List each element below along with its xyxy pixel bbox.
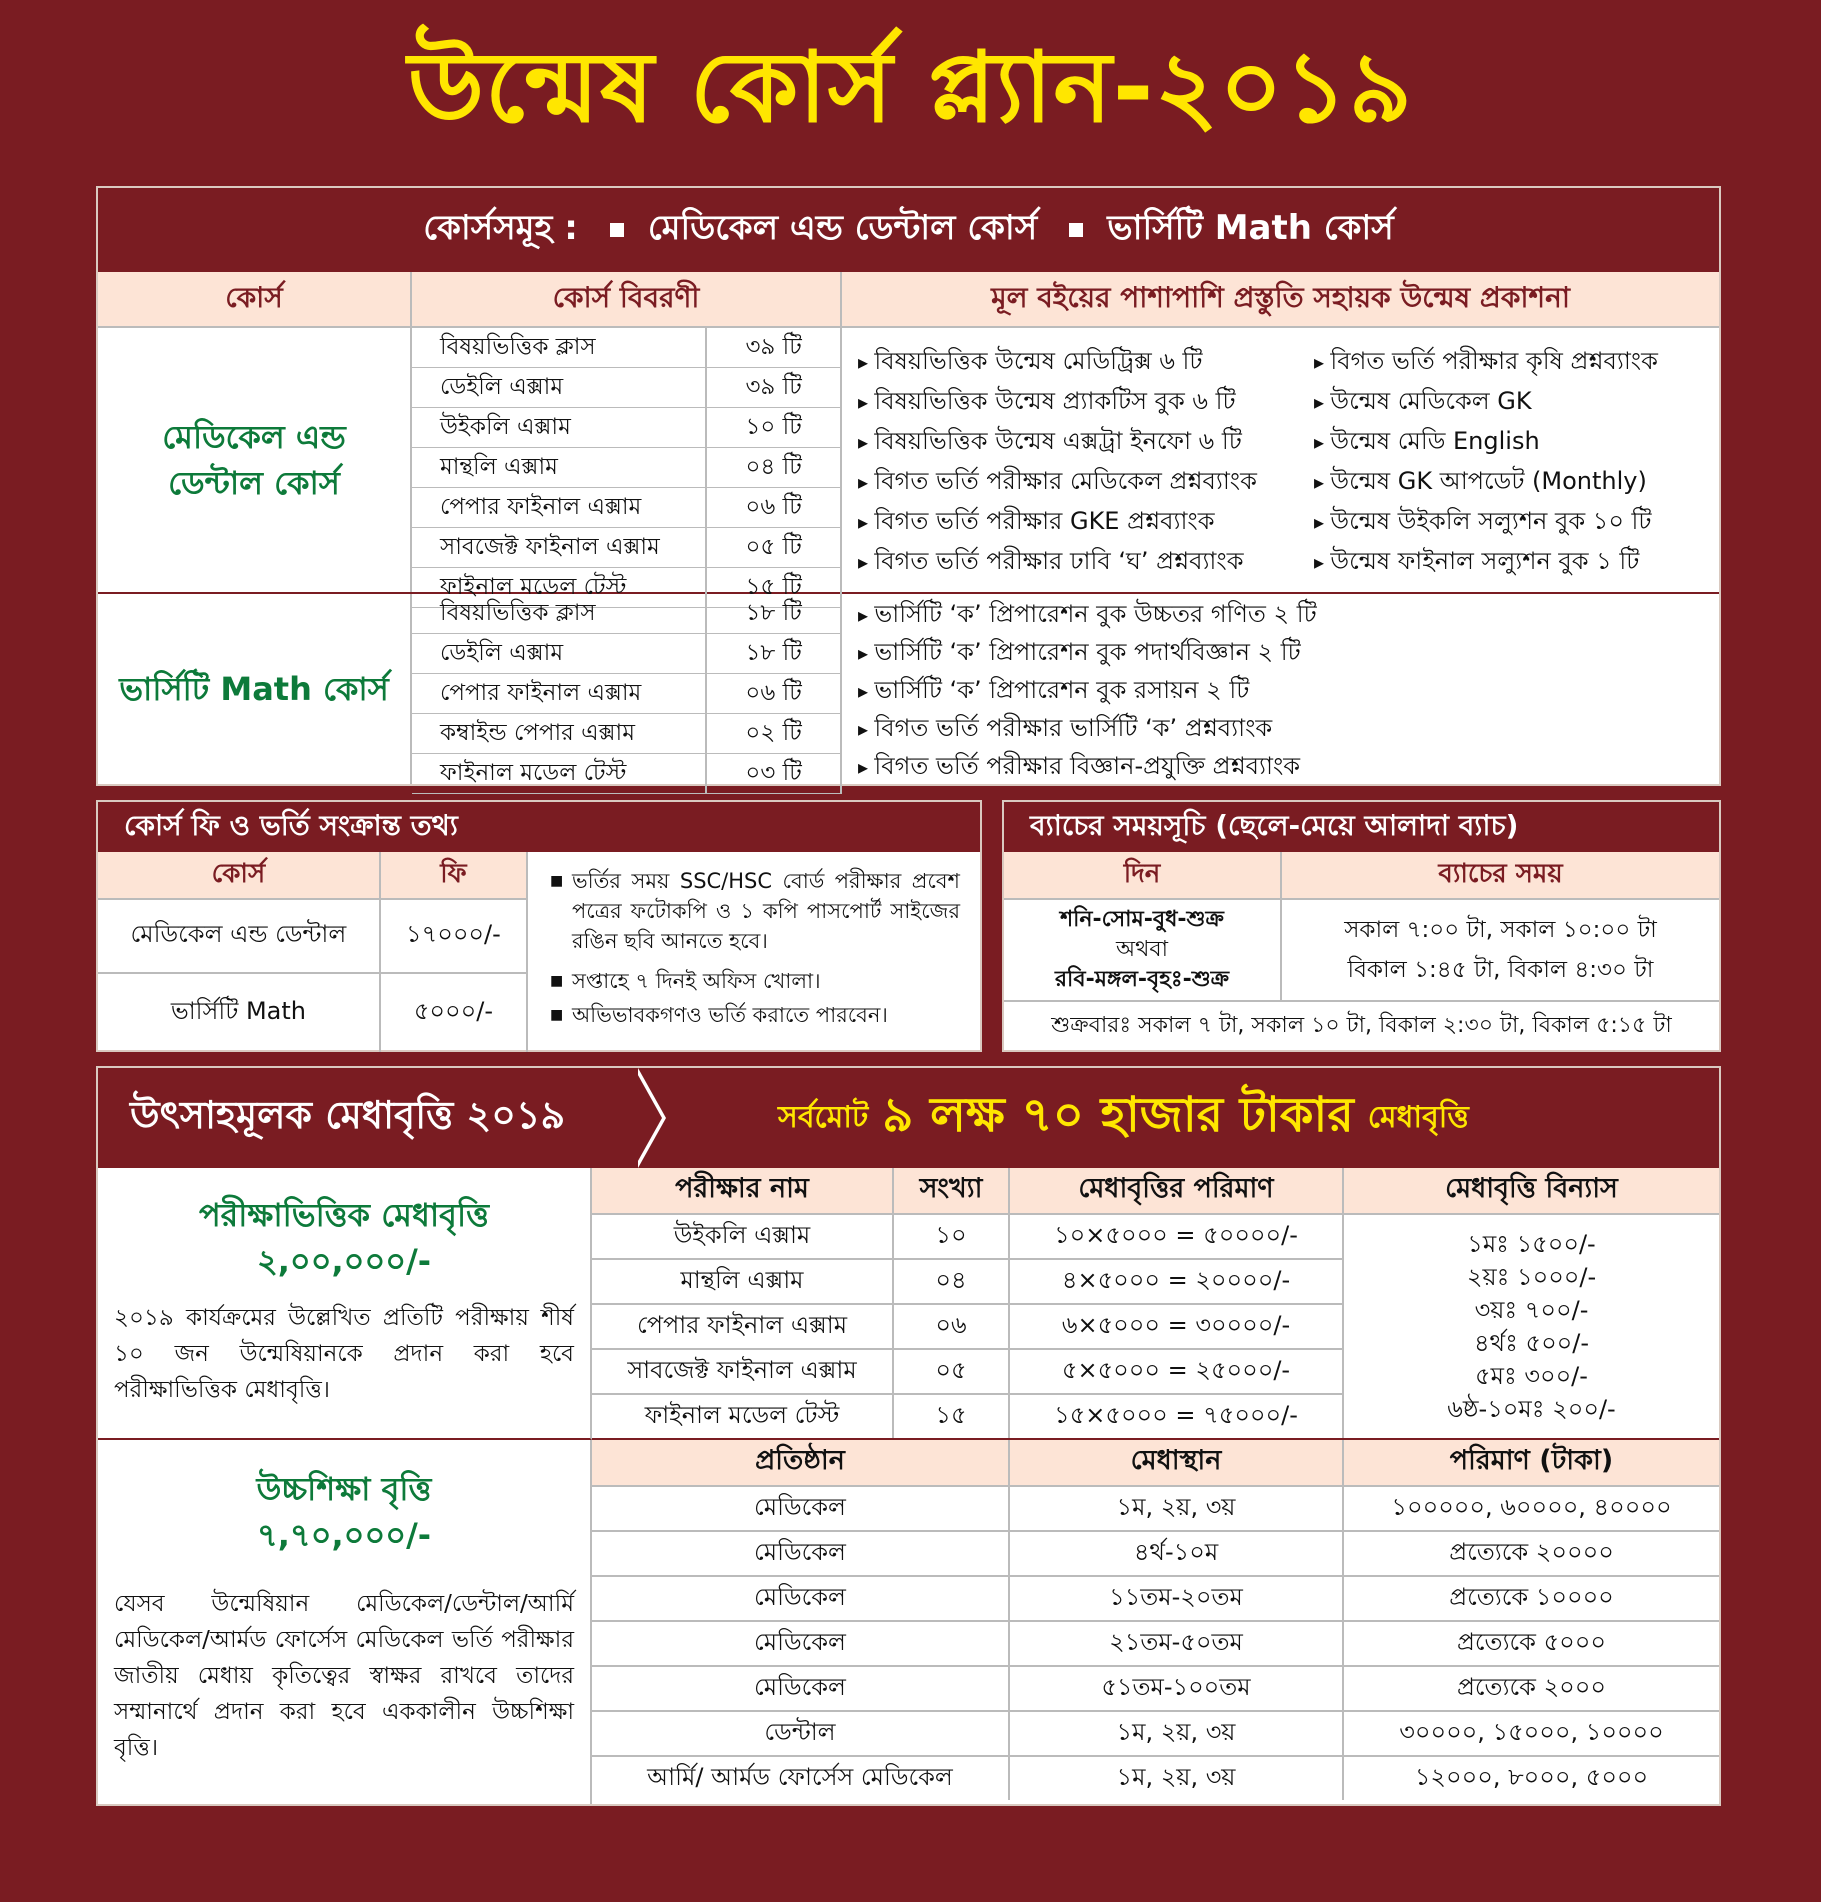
- row-item: উইকলি এক্সাম: [412, 408, 706, 448]
- table-row: [592, 1711, 1719, 1756]
- amount: ৩০০০০, ১৫০০০, ১০০০০: [1343, 1711, 1719, 1756]
- days-line1: শনি-সোম-বুধ-শুক্র: [1060, 907, 1224, 932]
- list-item: ■ ভর্তির সময় SSC/HSC বোর্ড পরীক্ষার প্রবেশ পত্রের ফটোকপি ও ১ কপি পাসপোর্ট সাইজের রঙিন ছবি আনতে হবে।: [550, 866, 960, 956]
- medical-course-table: [412, 328, 842, 608]
- table-row: [412, 594, 841, 634]
- header-amount: পরিমাণ (টাকা): [1343, 1440, 1719, 1486]
- list-item: ৬ষ্ঠ-১০মঃ ২০০/-: [1447, 1394, 1616, 1423]
- exam-scholarship-text: ২০১৯ কার্যক্রমের উল্লেখিত প্রতিটি পরীক্ষায় শীর্ষ ১০ জন উন্মেষিয়ানকে প্রদান করা হবে পরীক্ষাভিত্তিক মেধাবৃত্তি।: [114, 1305, 574, 1403]
- exam-count: ০৫: [893, 1349, 1009, 1394]
- courses-label: কোর্সসমূহ :: [423, 207, 578, 248]
- row-item: ফাইনাল মডেল টেস্ট: [412, 568, 706, 608]
- row-count: ৩৯ টি: [706, 368, 841, 408]
- times-line2: বিকাল ১:৪৫ টা, বিকাল ৪:৩০ টা: [1347, 957, 1654, 983]
- total-amount: ৯ লক্ষ ৭০ হাজার টাকার: [882, 1086, 1354, 1143]
- header-exam-count: সংখ্যা: [893, 1168, 1009, 1214]
- course-medical-label: মেডিকেল এন্ড ডেন্টাল কোর্স: [647, 207, 1038, 248]
- table-row: [592, 1756, 1719, 1800]
- varsity-course-table: [412, 594, 842, 794]
- amount: প্রত্যেকে ২০০০: [1343, 1666, 1719, 1711]
- rank: ২১তম-৫০তম: [1009, 1621, 1343, 1666]
- exam-count: ১৫: [893, 1394, 1009, 1439]
- fee-header-course: কোর্স: [98, 852, 380, 899]
- bullet-square-icon: [610, 223, 624, 237]
- bullet-square-icon: [1069, 223, 1083, 237]
- exam-amount: ১০×৫০০০ = ৫০০০০/-: [1009, 1214, 1343, 1259]
- list-item: ▸ উন্মেষ মেডি English: [1314, 422, 1658, 462]
- header-exam-name: পরীক্ষার নাম: [592, 1168, 893, 1214]
- table-row: [592, 1621, 1719, 1666]
- rank: ১১তম-২০তম: [1009, 1576, 1343, 1621]
- exam-count: ০৪: [893, 1259, 1009, 1304]
- courses-bar: [98, 188, 1719, 272]
- table-header-row: [592, 1168, 1719, 1214]
- amount: ১২০০০, ৮০০০, ৫০০০: [1414, 1762, 1649, 1791]
- row-item: সাবজেক্ট ফাইনাল এক্সাম: [412, 528, 706, 568]
- row-count: ০৩ টি: [706, 754, 841, 794]
- days-line2: রবি-মঙ্গল-বৃহঃ-শুক্র: [1054, 967, 1230, 992]
- higher-scholarship-box: [98, 1440, 592, 1804]
- exam-scholarship-amount: ২,০০,০০০/-: [256, 1242, 432, 1280]
- header-institution: প্রতিষ্ঠান: [592, 1440, 1009, 1486]
- row-count: ০৪ টি: [706, 448, 841, 488]
- list-item: ▸ বিগত ভর্তি পরীক্ষার ঢাবি ‘ঘ’ প্রশ্নব্যাংক: [858, 542, 1257, 582]
- row-item: ডেইলি এক্সাম: [412, 368, 706, 408]
- inst: মেডিকেল: [592, 1621, 1009, 1666]
- schedule-table: [1004, 852, 1719, 1002]
- exam-scholarship-table: [592, 1168, 1719, 1440]
- row-item: ফাইনাল মডেল টেস্ট: [412, 754, 706, 794]
- courses-panel: [96, 186, 1721, 786]
- amount: প্রত্যেকে ১০০০০: [1343, 1576, 1719, 1621]
- header-description: কোর্স বিবরণী: [412, 272, 842, 326]
- higher-scholarship-text: যেসব উন্মেষিয়ান মেডিকেল/ডেন্টাল/আর্মি মেডিকেল/আর্মড ফোর্সেস মেডিকেল ভর্তি পরীক্ষার জাতীয় মেধায় কৃতিত্বের স্বাক্ষর রাখবে তাদের সম্মানার্থে প্রদান করা হবে এককালীন উচ্চশিক্ষা বৃত্তি।: [114, 1591, 574, 1761]
- exam-name: ফাইনাল মডেল টেস্ট: [592, 1394, 893, 1439]
- header-course: কোর্স: [98, 272, 412, 326]
- fee-header-fee: ফি: [380, 852, 527, 899]
- table-row: [592, 1666, 1719, 1711]
- scholarship-title: উৎসাহমূলক মেধাবৃত্তি ২০১৯: [130, 1093, 566, 1137]
- course-varsity-label: ভার্সিটি Math কোর্স: [1107, 207, 1394, 248]
- exam-count: ১০: [893, 1214, 1009, 1259]
- table-row: [1004, 899, 1719, 1001]
- exam-name: পেপার ফাইনাল এক্সাম: [592, 1304, 893, 1349]
- exam-name: সাবজেক্ট ফাইনাল এক্সাম: [592, 1349, 893, 1394]
- row-item: বিষয়ভিত্তিক ক্লাস: [412, 594, 706, 634]
- amount: প্রত্যেকে ২০০০০: [1343, 1531, 1719, 1576]
- table-header-row: [1004, 852, 1719, 899]
- table-header-row: [592, 1440, 1719, 1486]
- varsity-course-name: ভার্সিটি Math কোর্স: [98, 594, 412, 784]
- exam-count: ০৬: [893, 1304, 1009, 1349]
- list-item: ▸ বিষয়ভিত্তিক উন্মেষ প্র্যাকটিস বুক ৬ টি: [858, 382, 1257, 422]
- fee-amount: ১৭০০০/-: [380, 899, 527, 973]
- list-item: ■ অভিভাবকগণও ভর্তি করাতে পারবেন।: [550, 1000, 960, 1030]
- days-or: অথবা: [1116, 937, 1168, 962]
- fee-course: মেডিকেল এন্ড ডেন্টাল: [98, 899, 380, 973]
- table-header-row: [98, 852, 527, 899]
- row-count: ১০ টি: [706, 408, 841, 448]
- fee-panel: [96, 800, 982, 1052]
- schedule-title: ব্যাচের সময়সূচি (ছেলে-মেয়ে আলাদা ব্যাচ): [1004, 802, 1719, 852]
- row-count: ১৫ টি: [706, 568, 841, 608]
- row-item: বিষয়ভিত্তিক ক্লাস: [412, 328, 706, 368]
- list-item: ▸ উন্মেষ ফাইনাল সল্যুশন বুক ১ টি: [1314, 542, 1658, 582]
- row-item: পেপার ফাইনাল এক্সাম: [412, 674, 706, 714]
- row-item: মান্থলি এক্সাম: [412, 448, 706, 488]
- table-row: [412, 448, 841, 488]
- admission-notes: [550, 866, 960, 1040]
- table-row: [592, 1486, 1719, 1531]
- exam-scholarship-box: [98, 1168, 592, 1440]
- list-item: ৪র্থঃ ৫০০/-: [1473, 1328, 1590, 1357]
- inst: মেডিকেল: [592, 1531, 1009, 1576]
- list-item: ▸ ভার্সিটি ‘ক’ প্রিপারেশন বুক রসায়ন ২ টি: [858, 672, 1317, 710]
- list-item: ১মঃ ১৫০০/-: [1467, 1229, 1596, 1258]
- fee-amount: ৫০০০/-: [380, 973, 527, 1052]
- row-count: ০৬ টি: [706, 488, 841, 528]
- table-row: [592, 1576, 1719, 1621]
- fee-title: কোর্স ফি ও ভর্তি সংক্রান্ত তথ্য: [98, 802, 980, 852]
- inst: আর্মি/ আর্মড ফোর্সেস মেডিকেল: [592, 1756, 1009, 1800]
- higher-scholarship-title: উচ্চশিক্ষা বৃত্তি: [256, 1470, 432, 1508]
- list-item: ▸ উন্মেষ উইকলি সল্যুশন বুক ১০ টি: [1314, 502, 1658, 542]
- exam-name: উইকলি এক্সাম: [592, 1214, 893, 1259]
- distribution-cell: [1343, 1214, 1719, 1439]
- courses-header-row: [98, 272, 1719, 328]
- list-item: ▸ বিষয়ভিত্তিক উন্মেষ এক্সট্রা ইনফো ৬ টি: [858, 422, 1257, 462]
- table-row: [592, 1214, 1719, 1259]
- row-item: পেপার ফাইনাল এক্সাম: [412, 488, 706, 528]
- friday-schedule: শুক্রবারঃ সকাল ৭ টা, সকাল ১০ টা, বিকাল ২:৩০ টা, বিকাল ৫:১৫ টা: [1051, 1013, 1672, 1038]
- medical-course-name: [98, 328, 412, 592]
- row-count: ১৮ টি: [706, 634, 841, 674]
- rank: ১ম, ২য়, ৩য়: [1009, 1711, 1343, 1756]
- header-rank: মেধাস্থান: [1009, 1440, 1343, 1486]
- list-item: ▸ বিগত ভর্তি পরীক্ষার ভার্সিটি ‘ক’ প্রশ্নব্যাংক: [858, 710, 1317, 748]
- inst: মেডিকেল: [592, 1486, 1009, 1531]
- varsity-section: [98, 594, 1719, 784]
- row-item: কম্বাইন্ড পেপার এক্সাম: [412, 714, 706, 754]
- list-item: ৩য়ঃ ৭০০/-: [1474, 1295, 1589, 1324]
- table-row: [98, 899, 527, 973]
- medical-section: [98, 328, 1719, 600]
- row-count: ০২ টি: [706, 714, 841, 754]
- list-item: ▸ বিগত ভর্তি পরীক্ষার GKE প্রশ্নব্যাংক: [858, 502, 1257, 542]
- rank: ৪র্থ-১০ম: [1009, 1531, 1343, 1576]
- inst: মেডিকেল: [592, 1666, 1009, 1711]
- row-count: ১৮ টি: [706, 594, 841, 634]
- inst: ডেন্টাল: [592, 1711, 1009, 1756]
- exam-scholarship-title: পরীক্ষাভিত্তিক মেধাবৃত্তি: [198, 1196, 490, 1234]
- schedule-times: [1281, 899, 1719, 1001]
- list-item: ▸ উন্মেষ GK আপডেট (Monthly): [1314, 462, 1658, 502]
- list-item: ▸ বিগত ভর্তি পরীক্ষার বিজ্ঞান-প্রযুক্তি প্রশ্নব্যাংক: [858, 748, 1317, 786]
- list-item: ▸ উন্মেষ মেডিকেল GK: [1314, 382, 1658, 422]
- row-count: ০৬ টি: [706, 674, 841, 714]
- table-row: [412, 408, 841, 448]
- table-row: [98, 973, 527, 1052]
- schedule-panel: [1002, 800, 1721, 1052]
- total-pre: সর্বমোট: [778, 1099, 869, 1135]
- medical-name-line1: মেডিকেল এন্ড: [162, 418, 346, 456]
- row-count: ০৫ টি: [706, 528, 841, 568]
- higher-scholarship-amount: ৭,৭০,০০০/-: [256, 1516, 432, 1554]
- table-row: [412, 714, 841, 754]
- table-row: [412, 634, 841, 674]
- fee-course: ভার্সিটি Math: [98, 973, 380, 1052]
- row-count: ৩৯ টি: [706, 328, 841, 368]
- amount: ১০০০০০, ৬০০০০, ৪০০০০: [1343, 1486, 1719, 1531]
- rank: ১ম, ২য়, ৩য়: [1009, 1756, 1343, 1800]
- table-row: [592, 1531, 1719, 1576]
- row-item: ডেইলি এক্সাম: [412, 634, 706, 674]
- medical-publications-left: [858, 342, 1257, 582]
- list-item: ▸ বিষয়ভিত্তিক উন্মেষ মেডিট্রিক্স ৬ টি: [858, 342, 1257, 382]
- medical-publications-right: [1314, 342, 1658, 582]
- schedule-header-day: দিন: [1004, 852, 1281, 899]
- list-item: ▸ বিগত ভর্তি পরীক্ষার কৃষি প্রশ্নব্যাংক: [1314, 342, 1658, 382]
- inst: মেডিকেল: [592, 1576, 1009, 1621]
- table-row: [412, 674, 841, 714]
- exam-name: মান্থলি এক্সাম: [592, 1259, 893, 1304]
- times-line1: সকাল ৭:০০ টা, সকাল ১০:০০ টা: [1344, 917, 1657, 943]
- schedule-days: [1004, 899, 1281, 1001]
- amount: প্রত্যেকে ৫০০০: [1343, 1621, 1719, 1666]
- table-row: [412, 754, 841, 794]
- header-publications: মূল বইয়ের পাশাপাশি প্রস্তুতি সহায়ক উন্মেষ প্রকাশনা: [991, 280, 1570, 314]
- table-row: [412, 368, 841, 408]
- scholarship-bar: [98, 1068, 1719, 1168]
- list-item: ২য়ঃ ১০০০/-: [1466, 1262, 1597, 1291]
- scholarship-panel: [96, 1066, 1721, 1806]
- list-item: ৫মঃ ৩০০/-: [1475, 1361, 1588, 1390]
- list-item: ▸ ভার্সিটি ‘ক’ প্রিপারেশন বুক উচ্চতর গণিত ২ টি: [858, 596, 1317, 634]
- list-item: ■ সপ্তাহে ৭ দিনই অফিস খোলা।: [550, 966, 960, 996]
- table-row: [412, 328, 841, 368]
- header-exam-amount: মেধাবৃত্তির পরিমাণ: [1009, 1168, 1343, 1214]
- exam-amount: ৫×৫০০০ = ২৫০০০/-: [1009, 1349, 1343, 1394]
- rank: ১ম, ২য়, ৩য়: [1009, 1486, 1343, 1531]
- scholarship-total: [778, 1068, 1469, 1168]
- medical-name-line2: ডেন্টাল কোর্স: [168, 464, 340, 502]
- header-distribution: মেধাবৃত্তি বিন্যাস: [1343, 1168, 1719, 1214]
- varsity-publications: [858, 596, 1317, 786]
- exam-amount: ৬×৫০০০ = ৩০০০০/-: [1009, 1304, 1343, 1349]
- exam-amount: ৪×৫০০০ = ২০০০০/-: [1009, 1259, 1343, 1304]
- higher-scholarship-table: [592, 1440, 1719, 1800]
- schedule-header-time: ব্যাচের সময়: [1281, 852, 1719, 899]
- total-post: মেধাবৃত্তি: [1367, 1099, 1469, 1135]
- table-row: [412, 528, 841, 568]
- page-title: উন্মেষ কোর্স প্ল্যান-২০১৯: [407, 31, 1414, 145]
- list-item: ▸ ভার্সিটি ‘ক’ প্রিপারেশন বুক পদার্থবিজ্ঞান ২ টি: [858, 634, 1317, 672]
- list-item: ▸ বিগত ভর্তি পরীক্ষার মেডিকেল প্রশ্নব্যাংক: [858, 462, 1257, 502]
- exam-amount: ১৫×৫০০০ = ৭৫০০০/-: [1009, 1394, 1343, 1439]
- table-row: [412, 488, 841, 528]
- rank: ৫১তম-১০০তম: [1009, 1666, 1343, 1711]
- fee-table: [98, 852, 528, 1052]
- chevron-inner-shape: [634, 1068, 662, 1168]
